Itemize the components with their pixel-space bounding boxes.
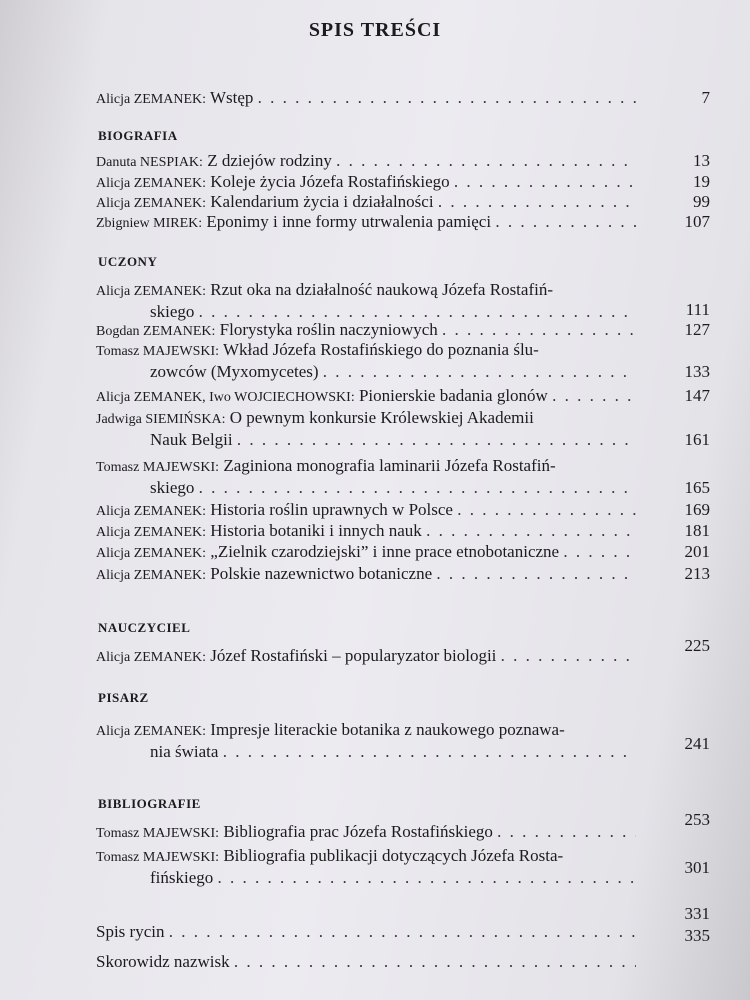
leader-dots [199,302,636,321]
entry-title: Zaginiona monografia laminarii Józefa Rostafiń- [223,456,556,475]
leader-dots [436,564,636,583]
leader-dots [457,500,636,519]
entry-title-cont: zowców (Myxomycetes) [150,362,319,381]
toc-entry-continuation [150,430,636,450]
toc-entry-continuation [150,742,636,762]
entry-author: Alicja ZEMANEK: [96,650,207,665]
page-number: 13 [693,151,710,170]
entry-author: Tomasz MAJEWSKI: [96,850,220,865]
entry-title: „Zielnik czarodziejski” i inne prace etnobotaniczne [210,542,560,561]
page-number: 107 [684,212,710,231]
leader-dots [501,646,636,665]
toc-entry [96,846,636,868]
toc-entry [96,172,636,194]
page-number: 225 [684,636,710,655]
page-number: 335 [684,926,710,945]
entry-title: O pewnym konkursie Królewskiej Akademii [229,408,534,427]
entry-author: Alicja ZEMANEK: [96,196,207,211]
toc-entry [96,542,636,564]
entry-author: Alicja ZEMANEK, Iwo WOJCIECHOWSKI: [96,390,355,405]
entry-title: Wstęp [209,88,254,107]
entry-author: Danuta NESPIAK: [96,155,203,170]
entry-author: Alicja ZEMANEK: [96,525,207,540]
entry-title-cont: skiego [150,302,195,321]
section-heading: UCZONY [98,254,158,269]
toc-entry [96,408,636,430]
toc-entry [96,88,636,110]
entry-title-cont: skiego [150,478,195,497]
page-number: 19 [693,172,710,191]
page-number: 241 [684,734,710,753]
leader-dots [223,742,636,761]
entry-author: Tomasz MAJEWSKI: [96,826,220,841]
entry-title: Historia roślin uprawnych w Polsce [210,500,453,519]
toc-entry [96,822,636,844]
entry-title: Z dziejów rodziny [207,151,332,170]
entry-author: Bogdan ZEMANEK: [96,324,216,339]
leader-dots [336,151,636,170]
toc-entry [96,212,636,234]
section-heading: NAUCZYCIEL [98,620,191,635]
leader-dots [442,320,636,339]
leader-dots [199,478,636,497]
toc-entry [96,192,636,214]
entry-title-cont: nia świata [150,742,219,761]
leader-dots [552,386,636,405]
entry-author: Alicja ZEMANEK: [96,504,207,519]
entry-author: Alicja ZEMANEK: [96,284,207,299]
entry-title: Koleje życia Józefa Rostafińskiego [210,172,450,191]
entry-title-cont: fińskiego [150,868,214,887]
leader-dots [438,192,636,211]
page-number: 133 [684,362,710,381]
entry-title: Rzut oka na działalność naukową Józefa Rostafiń- [210,280,553,299]
entry-author: Alicja ZEMANEK: [96,546,207,561]
toc-entry [96,500,636,522]
page-number: 253 [684,810,710,829]
page-number: 99 [693,192,710,211]
leader-dots [495,212,636,231]
entry-title: Bibliografia publikacji dotyczących Józefa Rosta- [223,846,564,865]
entry-title-cont: Nauk Belgii [150,430,233,449]
leader-dots [426,521,636,540]
page-number: 7 [701,88,710,107]
entry-author: Alicja ZEMANEK: [96,176,207,191]
entry-title: Kalendarium życia i działalności [210,192,434,211]
leader-dots [497,822,636,841]
entry-title: Józef Rostafiński – popularyzator biologii [210,646,497,665]
page-number: 127 [684,320,710,339]
entry-author: Jadwiga SIEMIŃSKA: [96,412,226,427]
page-number: 161 [684,430,710,449]
page-number: 213 [684,564,710,583]
section-heading: BIOGRAFIA [98,128,178,143]
page-number: 111 [685,300,710,319]
entry-title: Spis rycin [96,922,165,941]
leader-dots [237,430,636,449]
toc-entry [96,320,636,342]
entry-author: Tomasz MAJEWSKI: [96,344,220,359]
toc-entry [96,340,636,362]
entry-author: Alicja ZEMANEK: [96,724,207,739]
entry-title: Wkład Józefa Rostafińskiego do poznania ślu- [223,340,539,359]
page-number: 201 [684,542,710,561]
entry-title: Polskie nazewnictwo botaniczne [210,564,433,583]
page-title: SPIS TREŚCI [308,19,442,41]
leader-dots [258,88,636,107]
page-number: 301 [684,858,710,877]
toc-entry-continuation [150,302,636,322]
toc-entry-continuation [150,478,636,498]
entry-title: Skorowidz nazwisk [96,952,230,971]
toc-entry [96,280,636,302]
toc-entry [96,952,636,972]
entry-title: Pionierskie badania glonów [358,386,548,405]
page-number: 165 [684,478,710,497]
entry-title: Eponimy i inne formy utrwalenia pamięci [206,212,492,231]
toc-entry [96,564,636,586]
entry-title: Florystyka roślin naczyniowych [219,320,438,339]
page-number: 147 [684,386,710,405]
entry-title: Bibliografia prac Józefa Rostafińskiego [223,822,493,841]
page-number: 331 [684,904,710,923]
toc-entry [96,720,636,742]
entry-author: Zbigniew MIREK: [96,216,203,231]
entry-author: Alicja ZEMANEK: [96,568,207,583]
leader-dots [563,542,636,561]
toc-entry [96,646,636,668]
toc-entry [96,521,636,543]
entry-title: Historia botaniki i innych nauk [210,521,422,540]
entry-author: Tomasz MAJEWSKI: [96,460,220,475]
entry-title: Impresje literackie botanika z naukowego poznawa- [210,720,565,739]
toc-entry [96,922,636,942]
toc-entry-continuation [150,362,636,382]
leader-dots [234,952,636,971]
toc-entry [96,386,636,408]
toc-entry [96,456,636,478]
leader-dots [169,922,636,941]
leader-dots [323,362,636,381]
toc-entry-continuation [150,868,636,888]
section-heading: BIBLIOGRAFIE [98,796,201,811]
entry-author: Alicja ZEMANEK: [96,92,207,107]
toc-entry [96,151,636,173]
leader-dots [454,172,636,191]
section-heading: PISARZ [98,690,149,705]
page-number: 181 [684,521,710,540]
leader-dots [218,868,636,887]
page-number: 169 [684,500,710,519]
